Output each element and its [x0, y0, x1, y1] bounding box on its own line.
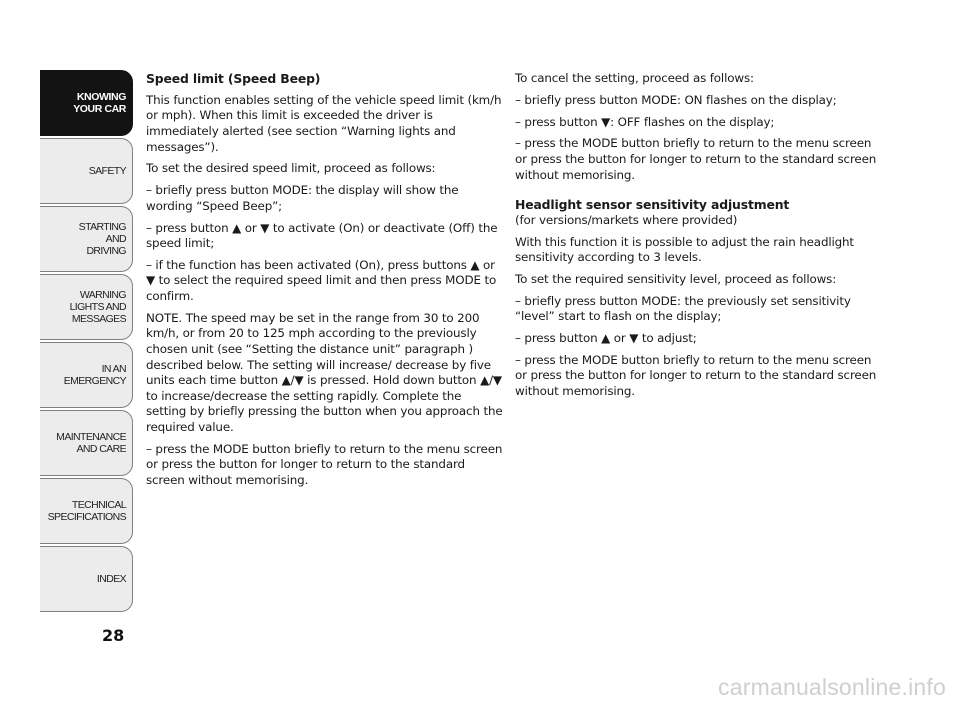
tab-warning-lights-and-messages[interactable] [40, 274, 133, 340]
tab-label: SAFETY [88, 165, 126, 177]
section-block [515, 197, 881, 228]
tab-knowing-your-car[interactable] [40, 70, 133, 136]
tab-label: MAINTENANCE AND CARE [56, 431, 126, 455]
section-subheading: (for versions/markets where provided) [515, 212, 738, 227]
tab-label: TECHNICAL SPECIFICATIONS [47, 499, 126, 523]
paragraph: With this function it is possible to adjust the rain headlight sensitivity according to 3 levels. [515, 234, 854, 265]
paragraph: – press the MODE button briefly to return to the menu screen or press the button for longer to return to the standard screen without memorising. [515, 136, 877, 182]
tab-index[interactable] [40, 546, 133, 612]
paragraph: To cancel the setting, proceed as follows: [515, 71, 754, 85]
tab-label: WARNING LIGHTS AND MESSAGES [69, 289, 126, 325]
paragraph: – if the function has been activated (On), press buttons ▲ or ▼ to select the required speed limit and then press MODE to confirm. [146, 257, 497, 304]
tab-in-an-emergency[interactable] [40, 342, 133, 408]
paragraph: – press button ▲ or ▼ to activate (On) or deactivate (Off) the speed limit; [146, 220, 498, 251]
section-heading: Speed limit (Speed Beep) [146, 71, 321, 86]
section-heading: Headlight sensor sensitivity adjustment [515, 197, 790, 213]
paragraph: This function enables setting of the vehicle speed limit (km/h or mph). When this limit is exceeded the driver is immediately alerted (see section “Warning lights and messages”). [146, 92, 502, 154]
tab-label: STARTING AND DRIVING [78, 221, 126, 257]
tab-starting-and-driving[interactable] [40, 206, 133, 272]
tab-label: IN AN EMERGENCY [63, 363, 126, 387]
paragraph: – press button ▲ or ▼ to adjust; [515, 331, 697, 346]
tab-safety[interactable] [40, 138, 133, 204]
paragraph: – press the MODE button briefly to return to the menu screen or press the button for longer to return to the standard screen without memorising. [515, 352, 877, 398]
tab-label: KNOWING YOUR CAR [73, 91, 126, 115]
page-number: 28 [102, 626, 125, 645]
paragraph: – briefly press button MODE: ON flashes on the display; [515, 92, 837, 107]
right-column [515, 71, 881, 406]
paragraph: – press the MODE button briefly to return to the menu screen or press the button for longer to return to the standard screen without memorising. [146, 441, 503, 487]
tab-maintenance-and-care[interactable] [40, 410, 133, 476]
left-column [146, 71, 504, 495]
tab-technical-specifications[interactable] [40, 478, 133, 544]
paragraph: – briefly press button MODE: the previously set sensitivity “level” start to flash on the display; [515, 293, 851, 324]
watermark: carmanualsonline.info [718, 674, 946, 700]
paragraph: NOTE. The speed may be set in the range from 30 to 200 km/h, or from 20 to 125 mph according to the previously chosen unit (see “Setting the distance unit” paragraph ) described below. The setting will increase/ decrease by five units each time button ▲/▼ is pressed. Hold down button ▲/▼ to increase/decrease the setting rapidly. Complete the setting by briefly pressing the button when you approach the required value. [146, 310, 503, 434]
paragraph: To set the desired speed limit, proceed as follows: [146, 161, 436, 176]
paragraph: – briefly press button MODE: the display will show the wording “Speed Beep”; [146, 183, 459, 213]
paragraph: – press button ▼: OFF flashes on the display; [515, 114, 775, 129]
paragraph: To set the required sensitivity level, proceed as follows: [515, 271, 837, 286]
tab-label: INDEX [96, 573, 126, 585]
